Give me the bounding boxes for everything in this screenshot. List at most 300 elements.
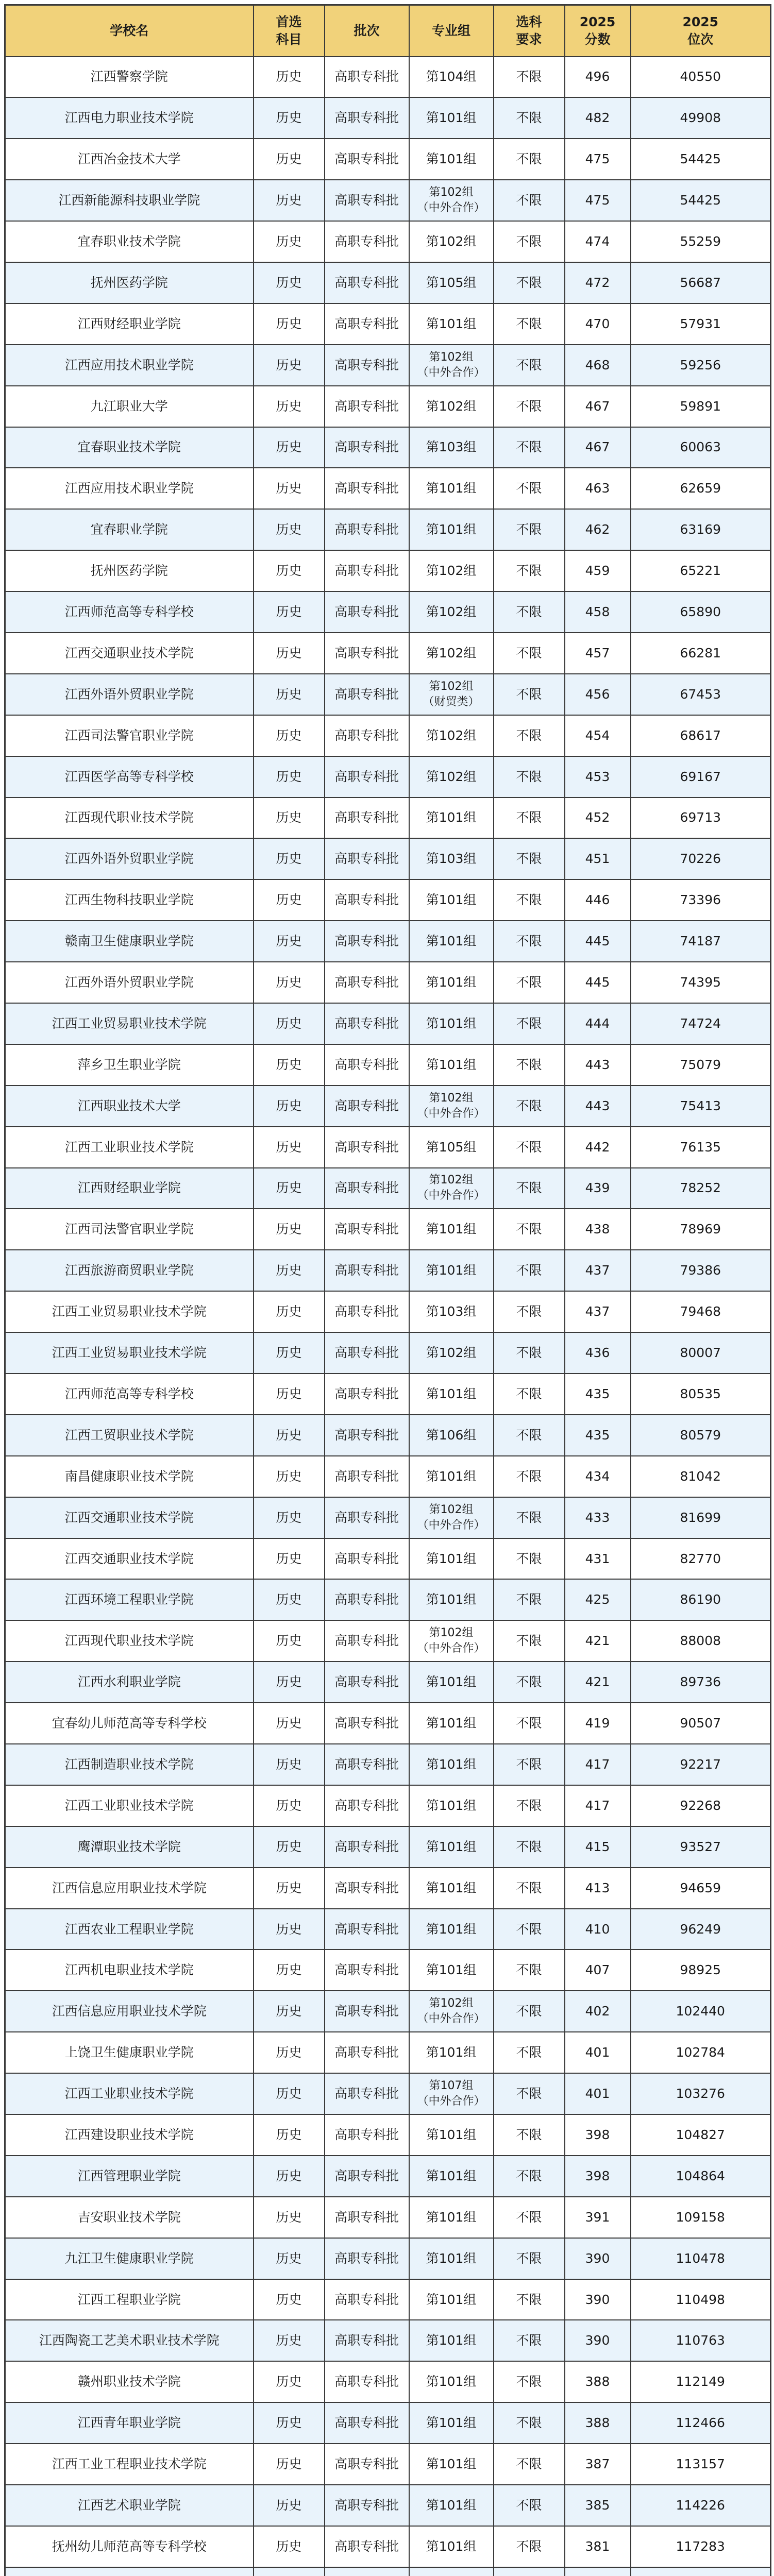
- cell-subject: 历史: [254, 879, 325, 921]
- cell-score: 425: [565, 1579, 631, 1620]
- cell-subject: 历史: [254, 1291, 325, 1332]
- cell-rank: 79468: [631, 1291, 771, 1332]
- cell-batch: 高职专科批: [325, 262, 409, 303]
- cell-group: 第101组: [409, 2238, 494, 2279]
- cell-subject: 历史: [254, 139, 325, 180]
- cell-rank: 74724: [631, 1003, 771, 1044]
- cell-school: 江西司法警官职业学院: [5, 1209, 254, 1250]
- table-row: [5, 2156, 771, 2197]
- cell-group: 第103组: [409, 838, 494, 879]
- cell-requirement: 不限: [494, 139, 565, 180]
- cell-batch: 高职专科批: [325, 2485, 409, 2526]
- cell-score: 401: [565, 2032, 631, 2073]
- cell-group: 第101组: [409, 509, 494, 550]
- cell-school: 江西工业贸易职业技术学院: [5, 1003, 254, 1044]
- cell-batch: 高职专科批: [325, 633, 409, 674]
- table-row: [5, 427, 771, 468]
- cell-subject: 历史: [254, 2485, 325, 2526]
- cell-batch: 高职专科批: [325, 1497, 409, 1538]
- cell-requirement: 不限: [494, 2361, 565, 2402]
- cell-group: 第101组: [409, 1868, 494, 1909]
- cell-rank: 54425: [631, 139, 771, 180]
- cell-score: 436: [565, 1332, 631, 1374]
- cell-subject: 历史: [254, 838, 325, 879]
- cell-requirement: 不限: [494, 1127, 565, 1168]
- cell-subject: 历史: [254, 97, 325, 139]
- cell-rank: 57931: [631, 303, 771, 345]
- cell-school: 江西艺术职业学院: [5, 2485, 254, 2526]
- cell-score: 457: [565, 633, 631, 674]
- table-row: [5, 1497, 771, 1538]
- cell-rank: 117283: [631, 2526, 771, 2567]
- cell-score: 458: [565, 591, 631, 633]
- cell-batch: 高职专科批: [325, 2156, 409, 2197]
- cell-rank: 110763: [631, 2320, 771, 2361]
- cell-score: 401: [565, 2073, 631, 2114]
- cell-rank: 80535: [631, 1374, 771, 1415]
- cell-requirement: 不限: [494, 756, 565, 798]
- cell-school: 江西信息应用职业技术学院: [5, 1868, 254, 1909]
- cell-group: 第101组: [409, 1250, 494, 1291]
- cell-group: 第101组: [409, 1703, 494, 1744]
- cell-requirement: 不限: [494, 427, 565, 468]
- cell-rank: 59256: [631, 345, 771, 386]
- header-row: [5, 5, 771, 57]
- cell-subject: 历史: [254, 591, 325, 633]
- cell-requirement: 不限: [494, 1991, 565, 2032]
- cell-school: 江西工程职业学院: [5, 2279, 254, 2320]
- cell-batch: 高职专科批: [325, 1044, 409, 1086]
- cell-subject: 历史: [254, 1127, 325, 1168]
- cell-batch: 高职专科批: [325, 2197, 409, 2238]
- table-row: [5, 1703, 771, 1744]
- cell-rank: 102784: [631, 2032, 771, 2073]
- header-score: [565, 5, 631, 57]
- cell-score: 468: [565, 345, 631, 386]
- cell-batch: 高职专科批: [325, 921, 409, 962]
- cell-requirement: 不限: [494, 715, 565, 756]
- cell-batch: 高职专科批: [325, 1250, 409, 1291]
- header-rank-line2: 位次: [687, 31, 714, 47]
- cell-rank: 73396: [631, 879, 771, 921]
- cell-group: 第101组: [409, 1374, 494, 1415]
- table-header: [5, 5, 771, 57]
- cell-requirement: 不限: [494, 2526, 565, 2567]
- cell-group: 第103组: [409, 427, 494, 468]
- cell-rank: 66281: [631, 633, 771, 674]
- header-requirement-line2: 要求: [516, 31, 542, 47]
- cell-school: 江西财经职业学院: [5, 1168, 254, 1209]
- cell-group: 第101组: [409, 1744, 494, 1785]
- cell-score: 381: [565, 2526, 631, 2567]
- table-row: [5, 879, 771, 921]
- cell-batch: 高职专科批: [325, 427, 409, 468]
- cell-group: 第101组: [409, 879, 494, 921]
- cell-group: 第102组: [409, 386, 494, 427]
- cell-requirement: 不限: [494, 221, 565, 262]
- cell-subject: 历史: [254, 756, 325, 798]
- cell-group: 第101组: [409, 1662, 494, 1703]
- cell-score: 434: [565, 1456, 631, 1497]
- table-row: [5, 2114, 771, 2156]
- cell-batch: 高职专科批: [325, 468, 409, 509]
- cell-school: 江西师范高等专科学校: [5, 591, 254, 633]
- cell-score: 421: [565, 1662, 631, 1703]
- cell-rank: 104827: [631, 2114, 771, 2156]
- cell-batch: 高职专科批: [325, 1291, 409, 1332]
- table-row: [5, 2444, 771, 2485]
- cell-rank: 74187: [631, 921, 771, 962]
- cell-school: 宜春幼儿师范高等专科学校: [5, 1703, 254, 1744]
- cell-rank: 62659: [631, 468, 771, 509]
- cell-rank: 78969: [631, 1209, 771, 1250]
- cell-school: 吉安职业技术学院: [5, 2197, 254, 2238]
- cell-school: 赣南卫生健康职业学院: [5, 921, 254, 962]
- table-row: [5, 1291, 771, 1332]
- cell-rank: 69713: [631, 798, 771, 839]
- cell-score: 463: [565, 468, 631, 509]
- cell-school: 江西电力职业技术学院: [5, 97, 254, 139]
- cell-requirement: 不限: [494, 2485, 565, 2526]
- cell-group: 第101组: [409, 1538, 494, 1580]
- cell-rank: 70226: [631, 838, 771, 879]
- cell-score: 467: [565, 427, 631, 468]
- cell-score: 385: [565, 2485, 631, 2526]
- table-row: [5, 1332, 771, 1374]
- cell-subject: 历史: [254, 1332, 325, 1374]
- cell-group: [409, 1168, 494, 1209]
- cell-requirement: 不限: [494, 1620, 565, 1662]
- cell-group: 第101组: [409, 2320, 494, 2361]
- cell-school: 宜春职业学院: [5, 509, 254, 550]
- cell-batch: 高职专科批: [325, 1456, 409, 1497]
- cell-subject: 历史: [254, 427, 325, 468]
- cell-requirement: 不限: [494, 2197, 565, 2238]
- cell-rank: 65221: [631, 550, 771, 591]
- cell-subject: 历史: [254, 2156, 325, 2197]
- cell-school: 赣州职业技术学院: [5, 2361, 254, 2402]
- cell-rank: 110478: [631, 2238, 771, 2279]
- table-row: [5, 2567, 771, 2576]
- cell-group: 第101组: [409, 97, 494, 139]
- cell-school: 江西新能源科技职业学院: [5, 180, 254, 221]
- cell-score: 398: [565, 2156, 631, 2197]
- cell-group: 第101组: [409, 921, 494, 962]
- cell-school: 江西外语外贸职业学院: [5, 674, 254, 715]
- cell-score: 421: [565, 1620, 631, 1662]
- table-row: [5, 715, 771, 756]
- cell-batch: 高职专科批: [325, 2526, 409, 2567]
- cell-subject: 历史: [254, 345, 325, 386]
- cell-requirement: 不限: [494, 1497, 565, 1538]
- table-row: [5, 1250, 771, 1291]
- admission-table-sheet: [4, 4, 770, 2576]
- cell-group: 第101组: [409, 2197, 494, 2238]
- cell-group: 第102组: [409, 550, 494, 591]
- cell-school: 江西水利职业学院: [5, 1662, 254, 1703]
- cell-school: 江西冶金技术大学: [5, 139, 254, 180]
- cell-rank: [631, 2567, 771, 2576]
- cell-group-line1: 第102组: [429, 350, 474, 364]
- cell-school: 江西工业工程职业技术学院: [5, 2444, 254, 2485]
- cell-batch: 高职专科批: [325, 1332, 409, 1374]
- cell-school: 抚州幼儿师范高等专科学校: [5, 2526, 254, 2567]
- cell-group: 第101组: [409, 139, 494, 180]
- cell-rank: 80579: [631, 1415, 771, 1456]
- cell-score: 456: [565, 674, 631, 715]
- cell-school: 江西工业贸易职业技术学院: [5, 1291, 254, 1332]
- cell-score: 388: [565, 2402, 631, 2444]
- header-score-line1: 2025: [579, 14, 616, 29]
- cell-group: 第102组: [409, 715, 494, 756]
- table-row: [5, 1127, 771, 1168]
- header-requirement: [494, 5, 565, 57]
- cell-school: 江西工业职业技术学院: [5, 2073, 254, 2114]
- cell-requirement: 不限: [494, 1291, 565, 1332]
- cell-subject: 历史: [254, 550, 325, 591]
- cell-group: 第105组: [409, 262, 494, 303]
- cell-subject: 历史: [254, 386, 325, 427]
- table-row: [5, 798, 771, 839]
- cell-group: 第106组: [409, 1415, 494, 1456]
- cell-school: 江西农业工程职业学院: [5, 1909, 254, 1950]
- cell-batch: 高职专科批: [325, 1662, 409, 1703]
- cell-subject: 历史: [254, 1909, 325, 1950]
- cell-score: 443: [565, 1086, 631, 1127]
- cell-group-line1: 第107组: [429, 2079, 474, 2093]
- cell-group-line1: 第102组: [429, 1091, 474, 1105]
- header-batch: 批次: [325, 5, 409, 57]
- cell-rank: 89736: [631, 1662, 771, 1703]
- cell-requirement: 不限: [494, 1868, 565, 1909]
- cell-batch: 高职专科批: [325, 1538, 409, 1580]
- cell-requirement: 不限: [494, 2114, 565, 2156]
- cell-group: 第101组: [409, 1909, 494, 1950]
- cell-subject: 历史: [254, 962, 325, 1003]
- cell-rank: 68617: [631, 715, 771, 756]
- cell-requirement: 不限: [494, 509, 565, 550]
- cell-school: 上饶卫生健康职业学院: [5, 2032, 254, 2073]
- cell-batch: 高职专科批: [325, 345, 409, 386]
- cell-group: [409, 1620, 494, 1662]
- cell-score: 475: [565, 139, 631, 180]
- cell-batch: 高职专科批: [325, 303, 409, 345]
- cell-requirement: 不限: [494, 386, 565, 427]
- cell-subject: 历史: [254, 1538, 325, 1580]
- cell-batch: 高职专科批: [325, 715, 409, 756]
- cell-school: 江西交通职业技术学院: [5, 1538, 254, 1580]
- cell-rank: 88008: [631, 1620, 771, 1662]
- cell-school: 抚州医药学院: [5, 262, 254, 303]
- cell-subject: 历史: [254, 921, 325, 962]
- cell-score: 474: [565, 221, 631, 262]
- cell-requirement: 不限: [494, 1250, 565, 1291]
- cell-requirement: 不限: [494, 1579, 565, 1620]
- cell-batch: [325, 2567, 409, 2576]
- cell-requirement: 不限: [494, 180, 565, 221]
- cell-school: 江西工业职业技术学院: [5, 1785, 254, 1826]
- table-row: [5, 2402, 771, 2444]
- cell-batch: 高职专科批: [325, 1620, 409, 1662]
- cell-subject: 历史: [254, 1662, 325, 1703]
- cell-batch: 高职专科批: [325, 1868, 409, 1909]
- cell-score: 439: [565, 1168, 631, 1209]
- cell-group: 第101组: [409, 303, 494, 345]
- cell-rank: 75413: [631, 1086, 771, 1127]
- table-row: [5, 633, 771, 674]
- cell-subject: 历史: [254, 2114, 325, 2156]
- cell-batch: 高职专科批: [325, 2361, 409, 2402]
- cell-subject: 历史: [254, 2073, 325, 2114]
- cell-batch: 高职专科批: [325, 879, 409, 921]
- cell-group: 第101组: [409, 1044, 494, 1086]
- table-row: [5, 2197, 771, 2238]
- cell-requirement: 不限: [494, 1044, 565, 1086]
- cell-subject: 历史: [254, 1168, 325, 1209]
- cell-batch: 高职专科批: [325, 221, 409, 262]
- cell-subject: 历史: [254, 1250, 325, 1291]
- cell-school: 江西管理职业学院: [5, 2156, 254, 2197]
- table-row: [5, 921, 771, 962]
- table-row: [5, 345, 771, 386]
- cell-score: 444: [565, 1003, 631, 1044]
- cell-batch: 高职专科批: [325, 1826, 409, 1868]
- cell-score: 402: [565, 1991, 631, 2032]
- cell-subject: 历史: [254, 1826, 325, 1868]
- cell-rank: 63169: [631, 509, 771, 550]
- cell-group: 第101组: [409, 1785, 494, 1826]
- cell-requirement: 不限: [494, 1209, 565, 1250]
- table-row: [5, 1168, 771, 1209]
- cell-subject: 历史: [254, 1950, 325, 1991]
- cell-subject: 历史: [254, 1003, 325, 1044]
- cell-group: 第101组: [409, 2402, 494, 2444]
- cell-school: 九江卫生健康职业学院: [5, 2238, 254, 2279]
- cell-rank: 104864: [631, 2156, 771, 2197]
- cell-rank: 56687: [631, 262, 771, 303]
- cell-school: 江西应用技术职业学院: [5, 468, 254, 509]
- cell-group: 第101组: [409, 798, 494, 839]
- table-row: [5, 2526, 771, 2567]
- cell-subject: 历史: [254, 1374, 325, 1415]
- cell-group: 第105组: [409, 1127, 494, 1168]
- cell-batch: 高职专科批: [325, 180, 409, 221]
- cell-group: 第101组: [409, 1950, 494, 1991]
- table-row: [5, 262, 771, 303]
- cell-group: 第101组: [409, 2279, 494, 2320]
- cell-group-line2: （财贸类）: [423, 695, 480, 708]
- cell-requirement: 不限: [494, 303, 565, 345]
- table-row: [5, 1044, 771, 1086]
- table-row: [5, 509, 771, 550]
- cell-subject: 历史: [254, 2320, 325, 2361]
- cell-group: 第103组: [409, 1291, 494, 1332]
- cell-school: 江西师范高等专科学校: [5, 1374, 254, 1415]
- cell-group: 第101组: [409, 1826, 494, 1868]
- table-row: [5, 591, 771, 633]
- cell-score: 431: [565, 1538, 631, 1580]
- table-row: [5, 1868, 771, 1909]
- cell-rank: 79386: [631, 1250, 771, 1291]
- cell-requirement: 不限: [494, 591, 565, 633]
- header-subject: [254, 5, 325, 57]
- cell-score: 433: [565, 1497, 631, 1538]
- cell-batch: 高职专科批: [325, 798, 409, 839]
- cell-group: 第101组: [409, 1003, 494, 1044]
- cell-subject: 历史: [254, 180, 325, 221]
- cell-batch: 高职专科批: [325, 1003, 409, 1044]
- cell-school: 江西现代职业技术学院: [5, 798, 254, 839]
- cell-group-line2: （中外合作）: [417, 1642, 485, 1655]
- cell-subject: 历史: [254, 2444, 325, 2485]
- cell-score: 438: [565, 1209, 631, 1250]
- cell-rank: 94659: [631, 1868, 771, 1909]
- cell-batch: 高职专科批: [325, 2073, 409, 2114]
- table-row: [5, 139, 771, 180]
- cell-group: 第101组: [409, 2361, 494, 2402]
- cell-batch: 高职专科批: [325, 1703, 409, 1744]
- cell-requirement: 不限: [494, 1826, 565, 1868]
- cell-subject: 历史: [254, 1868, 325, 1909]
- cell-score: 496: [565, 57, 631, 98]
- cell-batch: 高职专科批: [325, 591, 409, 633]
- cell-rank: 92217: [631, 1744, 771, 1785]
- cell-school: 江西交通职业技术学院: [5, 1497, 254, 1538]
- cell-subject: 历史: [254, 2361, 325, 2402]
- cell-school: 江西工贸职业技术学院: [5, 1415, 254, 1456]
- cell-batch: 高职专科批: [325, 2279, 409, 2320]
- cell-subject: 历史: [254, 2402, 325, 2444]
- table-row: [5, 1785, 771, 1826]
- cell-rank: 60063: [631, 427, 771, 468]
- cell-requirement: 不限: [494, 674, 565, 715]
- cell-group-line2: （中外合作）: [417, 1189, 485, 1202]
- table-row: [5, 1086, 771, 1127]
- table-row: [5, 1415, 771, 1456]
- cell-subject: 历史: [254, 1209, 325, 1250]
- cell-score: 390: [565, 2320, 631, 2361]
- cell-requirement: 不限: [494, 550, 565, 591]
- cell-score: 387: [565, 2444, 631, 2485]
- cell-score: 398: [565, 2114, 631, 2156]
- cell-requirement: 不限: [494, 2032, 565, 2073]
- cell-score: 435: [565, 1415, 631, 1456]
- table-row: [5, 180, 771, 221]
- table-row: [5, 1991, 771, 2032]
- cell-score: 472: [565, 262, 631, 303]
- cell-batch: 高职专科批: [325, 962, 409, 1003]
- table-row: [5, 221, 771, 262]
- cell-batch: 高职专科批: [325, 1415, 409, 1456]
- cell-rank: 81042: [631, 1456, 771, 1497]
- cell-group-line2: （中外合作）: [417, 2012, 485, 2026]
- cell-rank: 81699: [631, 1497, 771, 1538]
- cell-requirement: 不限: [494, 57, 565, 98]
- cell-group-line2: （中外合作）: [417, 1518, 485, 1532]
- cell-score: 459: [565, 550, 631, 591]
- cell-score: 435: [565, 1374, 631, 1415]
- cell-group-line2: （中外合作）: [417, 1107, 485, 1120]
- cell-group: [409, 674, 494, 715]
- cell-school: 江西旅游商贸职业学院: [5, 1250, 254, 1291]
- cell-subject: 历史: [254, 715, 325, 756]
- cell-batch: 高职专科批: [325, 57, 409, 98]
- cell-rank: 75079: [631, 1044, 771, 1086]
- header-requirement-line1: 选科: [516, 14, 542, 29]
- cell-subject: 历史: [254, 633, 325, 674]
- cell-group: 第101组: [409, 1209, 494, 1250]
- cell-requirement: 不限: [494, 798, 565, 839]
